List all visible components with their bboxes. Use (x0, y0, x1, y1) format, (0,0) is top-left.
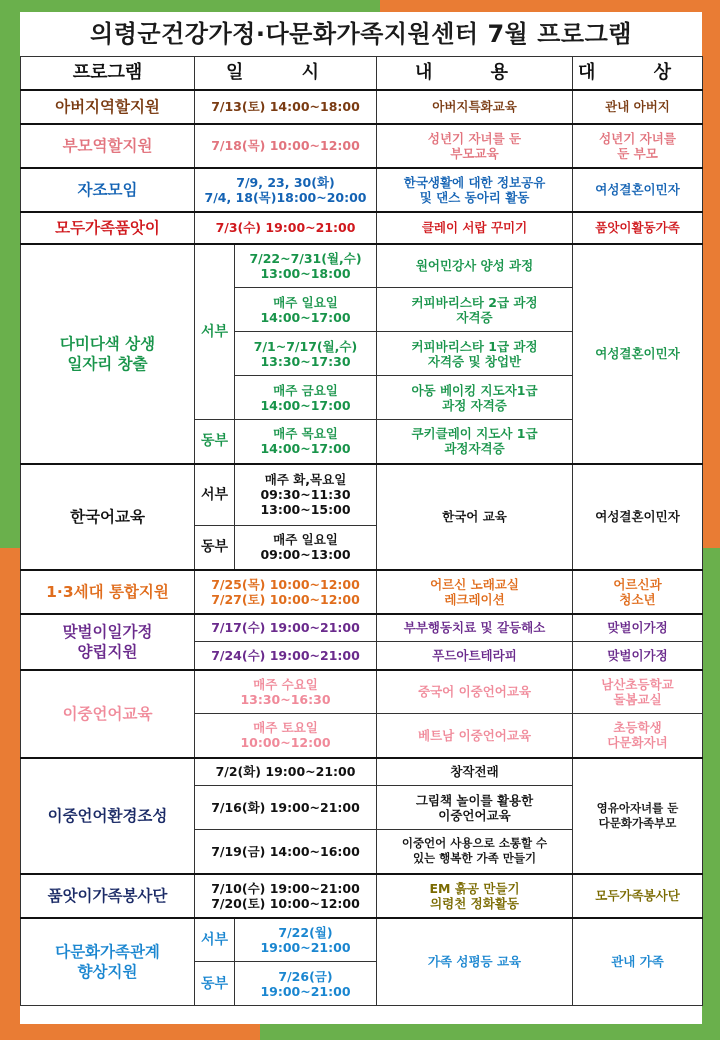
program-name: 자조모임 (21, 168, 195, 212)
content-cell: 베트남 이중언어교육 (377, 714, 573, 758)
table-row (21, 918, 703, 962)
table-row (21, 464, 703, 526)
target-cell: 모두가족봉사단 (573, 874, 703, 918)
program-name: 아버지역할지원 (21, 90, 195, 124)
green-decor-left-upper (0, 0, 20, 548)
datetime-cell: 매주 토요일 10:00~12:00 (195, 714, 377, 758)
content-cell: EM 흙공 만들기 의령천 정화활동 (377, 874, 573, 918)
content-cell: 창작전래 (377, 758, 573, 786)
content-cell: 클레이 서랍 꾸미기 (377, 212, 573, 244)
datetime-cell: 매주 화,목요일 09:30~11:30 13:00~15:00 (235, 464, 377, 526)
content-cell: 중국어 이중언어교육 (377, 670, 573, 714)
header-content: 내 용 (377, 57, 573, 90)
program-name: 모두가족품앗이 (21, 212, 195, 244)
region-west: 서부 (195, 918, 235, 962)
program-sheet (20, 12, 702, 1024)
table-row (21, 874, 703, 918)
content-cell: 그림책 놀이를 활용한 이중언어교육 (377, 786, 573, 830)
datetime-cell: 매주 목요일 14:00~17:00 (235, 420, 377, 464)
target-cell: 맞벌이가정 (573, 614, 703, 642)
content-cell: 푸드아트테라피 (377, 642, 573, 670)
region-west: 서부 (195, 464, 235, 526)
content-cell: 한국생활에 대한 정보공유 및 댄스 동아리 활동 (377, 168, 573, 212)
target-cell: 남산초등학교 돌봄교실 (573, 670, 703, 714)
datetime-cell: 7/16(화) 19:00~21:00 (195, 786, 377, 830)
table-row (21, 244, 703, 288)
target-cell: 관내 가족 (573, 918, 703, 1006)
datetime-cell: 매주 수요일 13:30~16:30 (195, 670, 377, 714)
program-name: 한국어교육 (21, 464, 195, 570)
header-datetime: 일 시 (195, 57, 377, 90)
datetime-cell: 매주 일요일 14:00~17:00 (235, 288, 377, 332)
content-cell: 아버지특화교육 (377, 90, 573, 124)
table-row (21, 124, 703, 168)
target-cell: 맞벌이가정 (573, 642, 703, 670)
datetime-cell: 7/1~7/17(월,수) 13:30~17:30 (235, 332, 377, 376)
content-cell: 이중언어 사용으로 소통할 수 있는 행복한 가족 만들기 (377, 830, 573, 874)
program-table (20, 56, 703, 1006)
table-row (21, 670, 703, 714)
header-program: 프로그램 (21, 57, 195, 90)
datetime-cell: 7/22(월) 19:00~21:00 (235, 918, 377, 962)
datetime-cell: 7/25(목) 10:00~12:00 7/27(토) 10:00~12:00 (195, 570, 377, 614)
datetime-cell: 7/2(화) 19:00~21:00 (195, 758, 377, 786)
table-row (21, 614, 703, 642)
green-decor-bottom-right (260, 1024, 720, 1040)
program-name: 부모역할지원 (21, 124, 195, 168)
program-name: 품앗이가족봉사단 (21, 874, 195, 918)
target-cell: 관내 아버지 (573, 90, 703, 124)
datetime-cell: 7/26(금) 19:00~21:00 (235, 962, 377, 1006)
orange-decor-top-right (380, 0, 720, 12)
table-row (21, 570, 703, 614)
datetime-cell: 7/10(수) 19:00~21:00 7/20(토) 10:00~12:00 (195, 874, 377, 918)
green-decor-top-left (0, 0, 380, 12)
content-cell: 한국어 교육 (377, 464, 573, 570)
content-cell: 커피바리스타 2급 과정 자격증 (377, 288, 573, 332)
program-name: 1·3세대 통합지원 (21, 570, 195, 614)
target-cell: 품앗이활동가족 (573, 212, 703, 244)
target-cell: 여성결혼이민자 (573, 168, 703, 212)
table-row (21, 758, 703, 786)
target-cell: 어르신과 청소년 (573, 570, 703, 614)
table-header (21, 57, 703, 90)
program-name: 다미다색 상생 일자리 창출 (21, 244, 195, 464)
datetime-cell: 7/9, 23, 30(화) 7/4, 18(목)18:00~20:00 (195, 168, 377, 212)
datetime-cell: 7/19(금) 14:00~16:00 (195, 830, 377, 874)
datetime-cell: 7/13(토) 14:00~18:00 (195, 90, 377, 124)
program-name: 이중언어환경조성 (21, 758, 195, 874)
orange-decor-bottom-left (0, 1024, 260, 1040)
target-cell: 여성결혼이민자 (573, 464, 703, 570)
content-cell: 가족 성평등 교육 (377, 918, 573, 1006)
region-east: 동부 (195, 526, 235, 570)
datetime-cell: 매주 일요일 09:00~13:00 (235, 526, 377, 570)
program-name: 맞벌이일가정 양립지원 (21, 614, 195, 670)
green-decor-right-lower (702, 548, 720, 1040)
content-cell: 원어민강사 양성 과정 (377, 244, 573, 288)
table-row (21, 90, 703, 124)
content-cell: 쿠키클레이 지도사 1급 과정자격증 (377, 420, 573, 464)
program-name: 다문화가족관계 향상지원 (21, 918, 195, 1006)
content-cell: 부부행동치료 및 갈등해소 (377, 614, 573, 642)
table-row (21, 212, 703, 244)
datetime-cell: 7/3(수) 19:00~21:00 (195, 212, 377, 244)
target-cell: 초등학생 다문화자녀 (573, 714, 703, 758)
target-cell: 성년기 자녀를 둔 부모 (573, 124, 703, 168)
program-name: 이중언어교육 (21, 670, 195, 758)
orange-decor-left-lower (0, 548, 20, 1040)
content-cell: 커피바리스타 1급 과정 자격증 및 창업반 (377, 332, 573, 376)
datetime-cell: 7/24(수) 19:00~21:00 (195, 642, 377, 670)
orange-decor-right-upper (702, 0, 720, 548)
datetime-cell: 매주 금요일 14:00~17:00 (235, 376, 377, 420)
region-east: 동부 (195, 962, 235, 1006)
datetime-cell: 7/17(수) 19:00~21:00 (195, 614, 377, 642)
region-east: 동부 (195, 420, 235, 464)
datetime-cell: 7/18(목) 10:00~12:00 (195, 124, 377, 168)
region-west: 서부 (195, 244, 235, 420)
page-title: 의령군건강가정·다문화가족지원센터 7월 프로그램 (90, 20, 632, 48)
target-cell: 여성결혼이민자 (573, 244, 703, 464)
table-row (21, 168, 703, 212)
header-target: 대 상 (573, 57, 703, 90)
content-cell: 아동 베이킹 지도자1급 과정 자격증 (377, 376, 573, 420)
target-cell: 영유아자녀를 둔 다문화가족부모 (573, 758, 703, 874)
datetime-cell: 7/22~7/31(월,수) 13:00~18:00 (235, 244, 377, 288)
content-cell: 성년기 자녀를 둔 부모교육 (377, 124, 573, 168)
content-cell: 어르신 노래교실 레크레이션 (377, 570, 573, 614)
